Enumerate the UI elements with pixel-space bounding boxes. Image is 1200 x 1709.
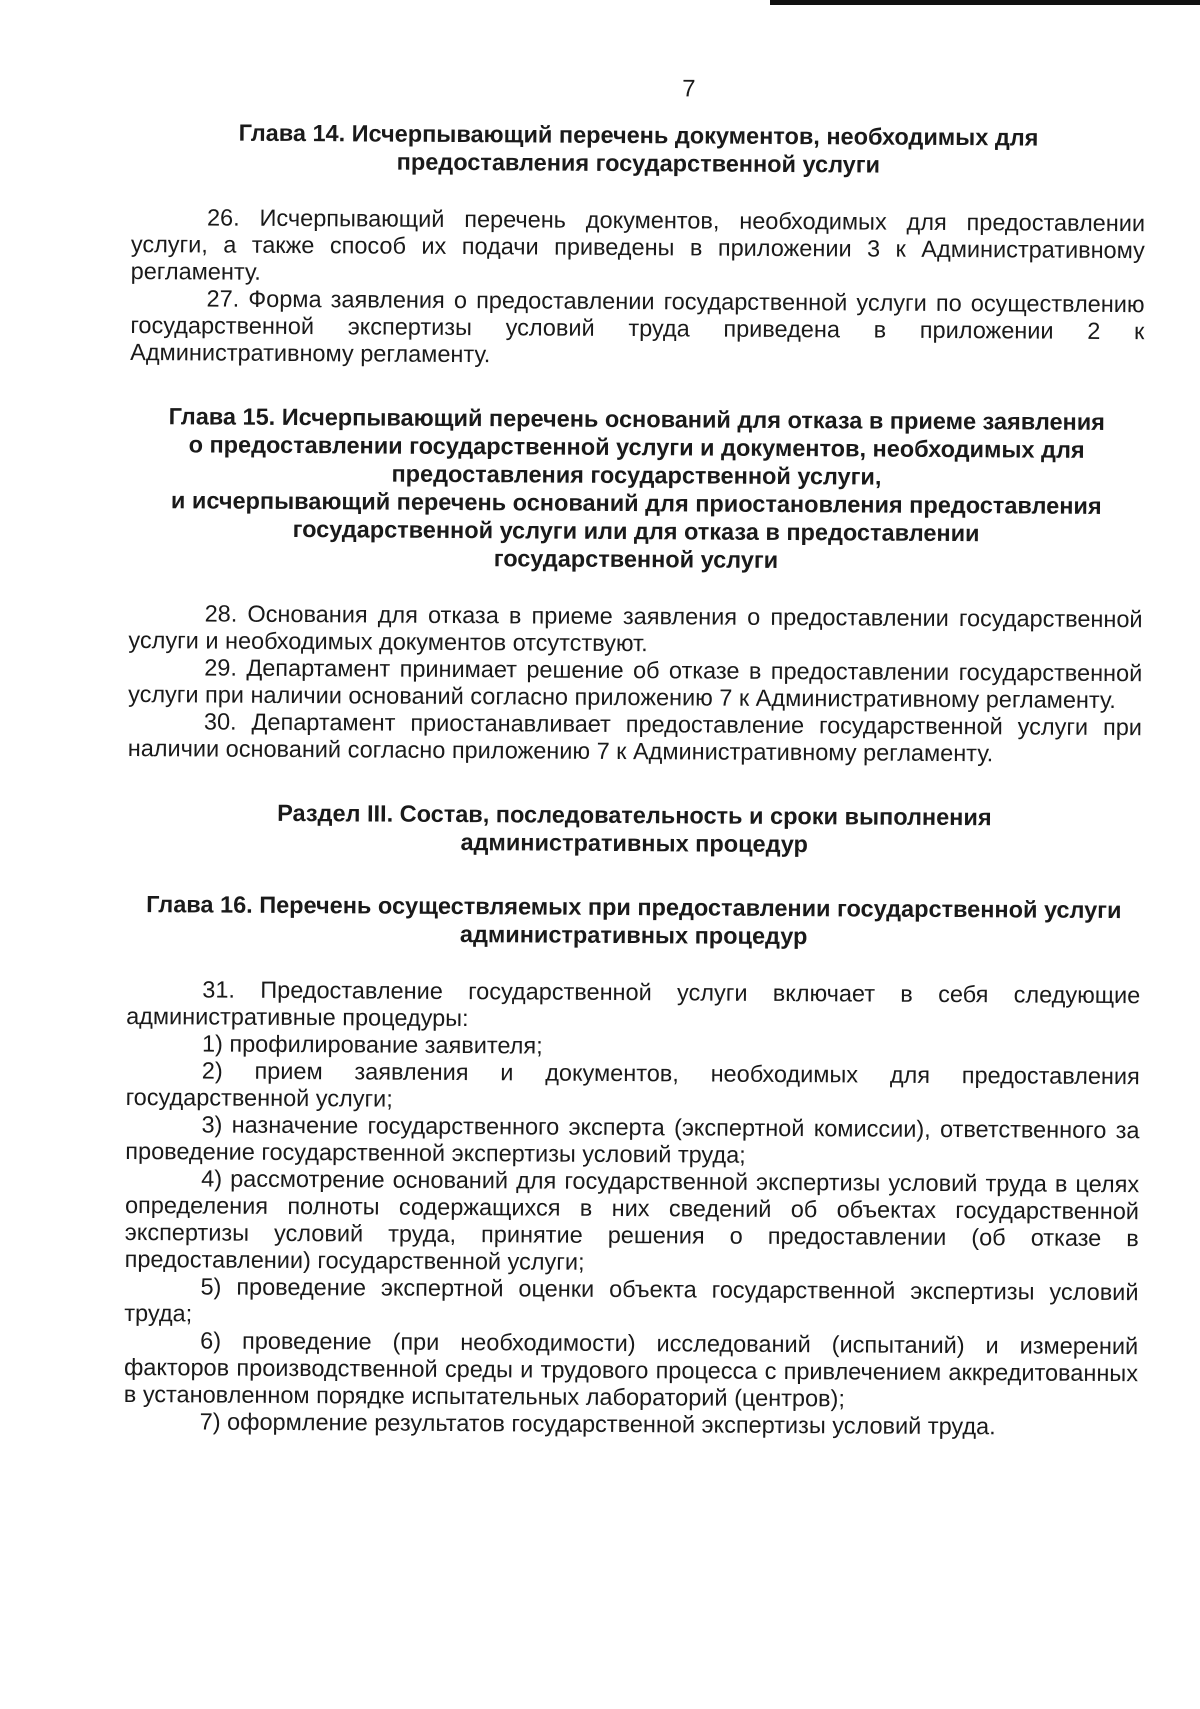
list-item: 4) рассмотрение оснований для государственной экспертизы условий труда в целях определения полноты содержащихся в них сведений об объектах государственной экспертизы условий труда, принятие решения о предоставлении (об отказе в предоставлении) государственной услуги;: [124, 1165, 1140, 1275]
paragraph-27: 27. Форма заявления о предоставлении государственной услуги по осуществлению государственной экспертизы условий труда приведена в приложении 2 к Административному регламенту.: [130, 285, 1145, 368]
section-3-title-line: административных процедур: [460, 829, 809, 858]
chapter-15-title-line: о предоставлении государственной услуги и документов, необходимых для: [188, 431, 1085, 463]
section-3-title-line: Раздел III. Состав, последовательность и сроки выполнения: [277, 799, 992, 831]
chapter-15-title-line: предоставления государственной услуги,: [391, 460, 882, 490]
section-3-title: [127, 798, 1141, 860]
chapter-15-title-line: государственной услуги: [493, 545, 779, 573]
paragraph-28: 28. Основания для отказа в приеме заявления о предоставлении государственной услуги и необходимых документов отсутствуют.: [128, 600, 1143, 657]
chapter-15-title-line: и исчерпывающий перечень оснований для приостановления предоставления: [170, 487, 1102, 519]
chapter-15-title: [129, 402, 1144, 576]
paragraph-30: 30. Департамент приостанавливает предоставление государственной услуги при наличии оснований согласно приложению 7 к Административному регламенту.: [127, 708, 1143, 767]
chapter-14-title-line: Глава 14. Исчерпывающий перечень документов, необходимых для: [238, 119, 1039, 151]
document-page: [124, 60, 1146, 1441]
chapter-16-title-line: административных процедур: [459, 921, 808, 950]
chapter-15-title-line: государственной услуги или для отказа в предоставлении: [292, 515, 980, 547]
paragraph-31: 31. Предоставление государственной услуги включает в себя следующие административные процедуры:: [126, 976, 1141, 1032]
paragraph-29: 29. Департамент принимает решение об отказе в предоставлении государственной услуги при наличии оснований согласно приложению 7 к Административному регламенту.: [128, 654, 1143, 714]
paragraph-26: 26. Исчерпывающий перечень документов, необходимых для предоставлении услуги, а также способ их подачи приведены в приложении 3 к Административному регламенту.: [130, 204, 1146, 285]
chapter-15-title-line: Глава 15. Исчерпывающий перечень оснований для отказа в приеме заявления: [168, 403, 1106, 435]
list-item: 1) профилирование заявителя;: [201, 1030, 543, 1059]
scan-edge-mark: [770, 0, 1200, 5]
list-item: 7) оформление результатов государственной экспертизы условий труда.: [199, 1408, 996, 1440]
chapter-16-title-line: Глава 16. Перечень осуществляемых при предоставлении государственной услуги: [146, 891, 1122, 924]
list-item: 2) прием заявления и документов, необходимых для предоставления государственной услуги;: [125, 1057, 1140, 1112]
chapter-16-title: [127, 890, 1141, 952]
list-item: 5) проведение экспертной оценки объекта государственной экспертизы условий труда;: [124, 1273, 1139, 1327]
list-item: 3) назначение государственного эксперта (экспертной комиссии), ответственного за проведение государственной экспертизы условий труда;: [125, 1111, 1140, 1168]
chapter-14-title: [131, 118, 1145, 180]
page-number: 7: [682, 75, 696, 103]
list-item: 6) проведение (при необходимости) исследований (испытаний) и измерений факторов производственной среды и трудового процесса с привлечением аккредитованных в установленном порядке испытательных лабораторий (центров);: [123, 1327, 1139, 1412]
chapter-14-title-line: предоставления государственной услуги: [396, 148, 881, 178]
